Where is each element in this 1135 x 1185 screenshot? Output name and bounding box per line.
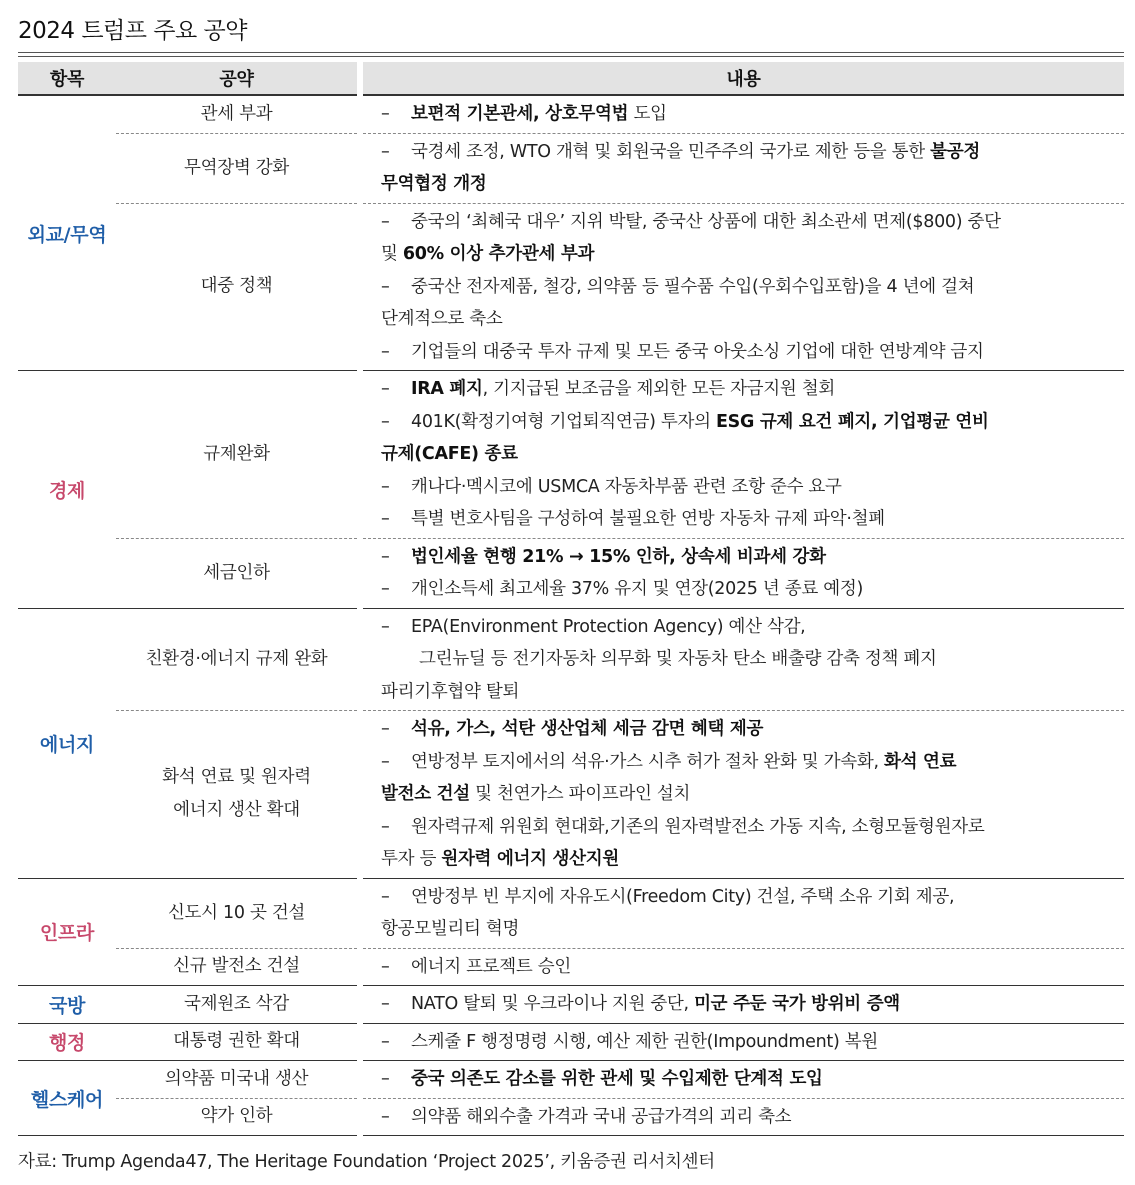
pledge-eco: 친환경·에너지 규제 완화 [116, 608, 360, 711]
pledge-china: 대중 정책 [116, 203, 360, 371]
title-divider-double [18, 56, 1124, 57]
pledge-trade-barrier: 무역장벽 강화 [116, 133, 360, 203]
content-city: – 연방정부 빈 부지에 자유도시(Freedom City) 건설, 주택 소유 기회 제공, 항공모빌리티 혁명 [360, 878, 1124, 948]
table-row [18, 1098, 1124, 1136]
source-note: 자료: Trump Agenda47, The Heritage Foundation ‘Project 2025’, 키움증권 리서치센터 [18, 1152, 715, 1172]
content-aid: – NATO 탈퇴 및 우크라이나 지원 중단, 미군 주둔 국가 방위비 증액 [360, 986, 1124, 1024]
table-row [18, 878, 1124, 948]
pledges-table [18, 62, 1124, 1136]
pledge-dereg: 규제완화 [116, 371, 360, 539]
table-row [18, 371, 1124, 539]
pledge-tariff: 관세 부과 [116, 95, 360, 133]
category-infra: 인프라 [18, 878, 116, 986]
content-drug: – 중국 의존도 감소를 위한 관세 및 수입제한 단계적 도입 [360, 1061, 1124, 1099]
category-economy: 경제 [18, 371, 116, 609]
category-diplomacy: 외교/무역 [18, 95, 116, 371]
table-row [18, 1023, 1124, 1061]
content-power: – 스케줄 F 행정명령 시행, 예산 제한 권한(Impoundment) 복원 [360, 1023, 1124, 1061]
content-price: – 의약품 해외수출 가격과 국내 공급가격의 괴리 축소 [360, 1098, 1124, 1136]
pledge-plant: 신규 발전소 건설 [116, 948, 360, 986]
content-china: – 중국의 ‘최혜국 대우’ 지위 박탈, 중국산 상품에 대한 최소관세 면제($800) 중단 및 60% 이상 추가관세 부과 – 중국산 전자제품, 철강, 의약품 등 필수품 수입(우회수입포함)을 4 년에 걸쳐 단계적으로 축소 – 기업들의 대중국 투자 규제 및 모든 중국 아웃소싱 기업에 대한 연방계약 금지 [360, 203, 1124, 371]
table-row [18, 133, 1124, 203]
pledge-fossil: 화석 연료 및 원자력 에너지 생산 확대 [116, 711, 360, 879]
table-row [18, 948, 1124, 986]
pledge-drug: 의약품 미국내 생산 [116, 1061, 360, 1099]
content-plant: – 에너지 프로젝트 승인 [360, 948, 1124, 986]
page-title: 2024 트럼프 주요 공약 [18, 18, 247, 44]
pledge-aid: 국제원조 삭감 [116, 986, 360, 1024]
content-trade-barrier: – 국경세 조정, WTO 개혁 및 회원국을 민주주의 국가로 제한 등을 통한 불공정 무역협정 개정 [360, 133, 1124, 203]
content-fossil: – 석유, 가스, 석탄 생산업체 세금 감면 혜택 제공 – 연방정부 토지에서의 석유·가스 시추 허가 절차 완화 및 가속화, 화석 연료 발전소 건설 및 천연가스 파이프라인 설치 – 원자력규제 위원회 현대화,기존의 원자력발전소 가동 지속, 소형모듈형원자로 투자 등 원자력 에너지 생산지원 [360, 711, 1124, 879]
pledge-price: 약가 인하 [116, 1098, 360, 1136]
pledge-tax: 세금인하 [116, 538, 360, 608]
table-row [18, 538, 1124, 608]
pledge-city: 신도시 10 곳 건설 [116, 878, 360, 948]
header-category: 항목 [18, 62, 116, 95]
content-tax: – 법인세율 현행 21% → 15% 인하, 상속세 비과세 강화 – 개인소득세 최고세율 37% 유지 및 연장(2025 년 종료 예정) [360, 538, 1124, 608]
table-row [18, 1061, 1124, 1099]
header-pledge: 공약 [116, 62, 360, 95]
category-admin: 행정 [18, 1023, 116, 1061]
table-row [18, 711, 1124, 879]
header-content: 내용 [360, 62, 1124, 95]
pledge-power: 대통령 권한 확대 [116, 1023, 360, 1061]
table-row [18, 608, 1124, 711]
table-header-row [18, 62, 1124, 95]
title-divider [18, 52, 1124, 53]
content-eco: – EPA(Environment Protection Agency) 예산 삭감, 그린뉴딜 등 전기자동차 의무화 및 자동차 탄소 배출량 감축 정책 폐지 파리기후협약 탈퇴 [360, 608, 1124, 711]
table-row [18, 95, 1124, 133]
table-row [18, 203, 1124, 371]
table-row [18, 986, 1124, 1024]
category-defense: 국방 [18, 986, 116, 1024]
category-energy: 에너지 [18, 608, 116, 878]
content-dereg: – IRA 폐지, 기지급된 보조금을 제외한 모든 자금지원 철회 – 401K(확정기여형 기업퇴직연금) 투자의 ESG 규제 요건 폐지, 기업평균 연비 규제(CAFE) 종료 – 캐나다·멕시코에 USMCA 자동차부품 관련 조항 준수 요구 – 특별 변호사팀을 구성하여 불필요한 연방 자동차 규제 파악·철폐 [360, 371, 1124, 539]
content-tariff: – 보편적 기본관세, 상호무역법 도입 [360, 95, 1124, 133]
category-health: 헬스케어 [18, 1061, 116, 1136]
